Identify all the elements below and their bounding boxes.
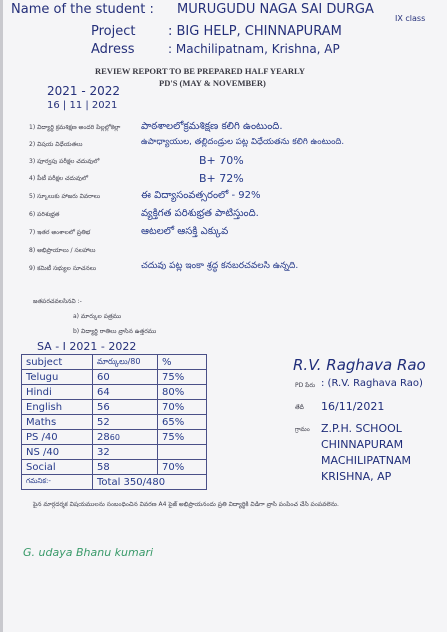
green-signature: G. udaya Bhanu kumari: [23, 546, 154, 559]
item-label: 7) ఇతర అంశాలలో ప్రతిభ: [29, 229, 91, 236]
school-line: MACHILIPATNAM: [321, 454, 411, 467]
report-title-line1: REVIEW REPORT TO BE PREPARED HALF YEARLY: [95, 66, 306, 76]
project-value: : BIG HELP, CHINNAPURAM: [168, 24, 342, 39]
percent-cell: 75%: [158, 370, 207, 385]
column-header: subject: [22, 355, 93, 370]
school-line: Z.P.H. SCHOOL: [321, 422, 402, 435]
total-label: గమనిక:-: [22, 475, 93, 490]
pd-name-label: PD పేరు: [295, 382, 316, 389]
address-value: : Machilipatnam, Krishna, AP: [168, 42, 340, 56]
subject-cell: Telugu: [22, 370, 93, 385]
science-total: 60: [109, 432, 120, 442]
item-label: 1) విద్యార్థి క్రమశిక్షణ అందరి పిల్లల్లోకెల్లా: [29, 124, 121, 131]
subject-cell: PS /40: [22, 430, 93, 445]
total-value: Total 350/480: [93, 475, 207, 490]
pd-date-value: 16/11/2021: [321, 400, 385, 413]
item-label: 6) పరిశుభ్రత: [29, 211, 60, 218]
subject-cell: NS /40: [22, 445, 93, 460]
subject-cell: Hindi: [22, 385, 93, 400]
table-row: [22, 445, 207, 460]
subject-cell: Maths: [22, 415, 93, 430]
subject-cell: Social: [22, 460, 93, 475]
table-row: [22, 460, 207, 475]
project-label: Project: [91, 24, 136, 39]
percent-cell: 80%: [158, 385, 207, 400]
item-label: 9) కమిటీ సభ్యుల సూచనలు: [29, 265, 97, 272]
item-answer: ఈ విద్యాసంవత్సరంలో - 92%: [141, 190, 261, 201]
item-answer: B+ 70%: [199, 154, 244, 167]
item-answer: వ్యక్తిగత పరిశుభ్రత పాటిస్తుంది.: [141, 208, 259, 219]
attachment-a: a) మార్కుల పత్రము: [73, 313, 122, 320]
table-row: [22, 415, 207, 430]
table-row: [22, 370, 207, 385]
percent-cell: [158, 445, 207, 460]
pd-name-value: : (R.V. Raghava Rao): [321, 378, 423, 389]
student-class: IX class: [395, 14, 426, 23]
pd-signature: R.V. Raghava Rao: [293, 356, 426, 374]
marks-cell: [93, 430, 158, 445]
marks-cell: 58: [93, 460, 158, 475]
percent-cell: 70%: [158, 460, 207, 475]
table-header-row: [22, 355, 207, 370]
report-year: 2021 - 2022: [47, 84, 121, 98]
attachments-heading: జతపరచవలసినవి :-: [33, 298, 82, 305]
marks-cell: 52: [93, 415, 158, 430]
marks-cell: 60: [93, 370, 158, 385]
footer-note: పైన మార్గదర్శక విషయములను సంబంధించిన వివరణ A4 పైజ్ అభిప్రాయనందు ప్రతి విద్యార్థికి విడిగా వ్రాసి పంపించ చేసి పంపవలెను.: [33, 501, 339, 508]
table-row: [22, 430, 207, 445]
address-label: Adress: [91, 42, 135, 57]
exam-title: SA - I 2021 - 2022: [37, 340, 137, 353]
ps-marks: 28: [97, 431, 110, 443]
student-name-label: Name of the student :: [11, 2, 154, 17]
item-label: 5) స్కూలుకు హాజరు వివరాలు: [29, 193, 101, 200]
attachment-b: b) విద్యార్థి రాతిలు వ్రాసిన ఉత్తరము: [73, 328, 157, 335]
school-line: CHINNAPURAM: [321, 438, 404, 451]
column-header: మార్కులు/80: [93, 355, 158, 370]
item-label: 2) విషయ విధేయతలు: [29, 141, 83, 148]
pd-date-label: తేదీ: [295, 404, 304, 411]
item-label: 3) పూర్వపు పరీక్షల చదువులో: [29, 158, 100, 165]
subject-cell: English: [22, 400, 93, 415]
pd-school-label: గ్రామం: [295, 426, 310, 433]
percent-cell: 75%: [158, 430, 207, 445]
marks-cell: 32: [93, 445, 158, 460]
report-date: 16 | 11 | 2021: [47, 100, 118, 111]
school-line: KRISHNA, AP: [321, 470, 392, 483]
item-label: 4) పీటీ పరీక్షల చదువులో: [29, 175, 89, 182]
item-answer: B+ 72%: [199, 172, 244, 185]
item-answer: పాఠశాలలోక్రమశిక్షణ కలిగి ఉంటుంది.: [141, 121, 283, 132]
table-row: [22, 385, 207, 400]
marks-cell: 56: [93, 400, 158, 415]
marks-cell: 64: [93, 385, 158, 400]
item-label: 8) అభిప్రాయాలు / సలహాలు: [29, 247, 96, 254]
student-name-value: MURUGUDU NAGA SAI DURGA: [177, 2, 374, 17]
item-answer: చదువు పట్ల ఇంకా శ్రద్ధ కనబరచవలసి ఉన్నది.: [141, 261, 299, 271]
item-answer: ఉపాధ్యాయుల, తల్లిదండ్రుల పట్ల విధేయతను కలిగి ఉంటుంది.: [141, 137, 345, 147]
table-total-row: [22, 475, 207, 490]
report-title-line2: PD'S (MAY & NOVEMBER): [159, 78, 266, 88]
percent-cell: 65%: [158, 415, 207, 430]
item-answer: ఆటలలో ఆసక్తి ఎక్కువ: [141, 226, 229, 237]
percent-cell: 70%: [158, 400, 207, 415]
column-header: %: [158, 355, 207, 370]
marks-table: [21, 354, 207, 490]
table-row: [22, 400, 207, 415]
